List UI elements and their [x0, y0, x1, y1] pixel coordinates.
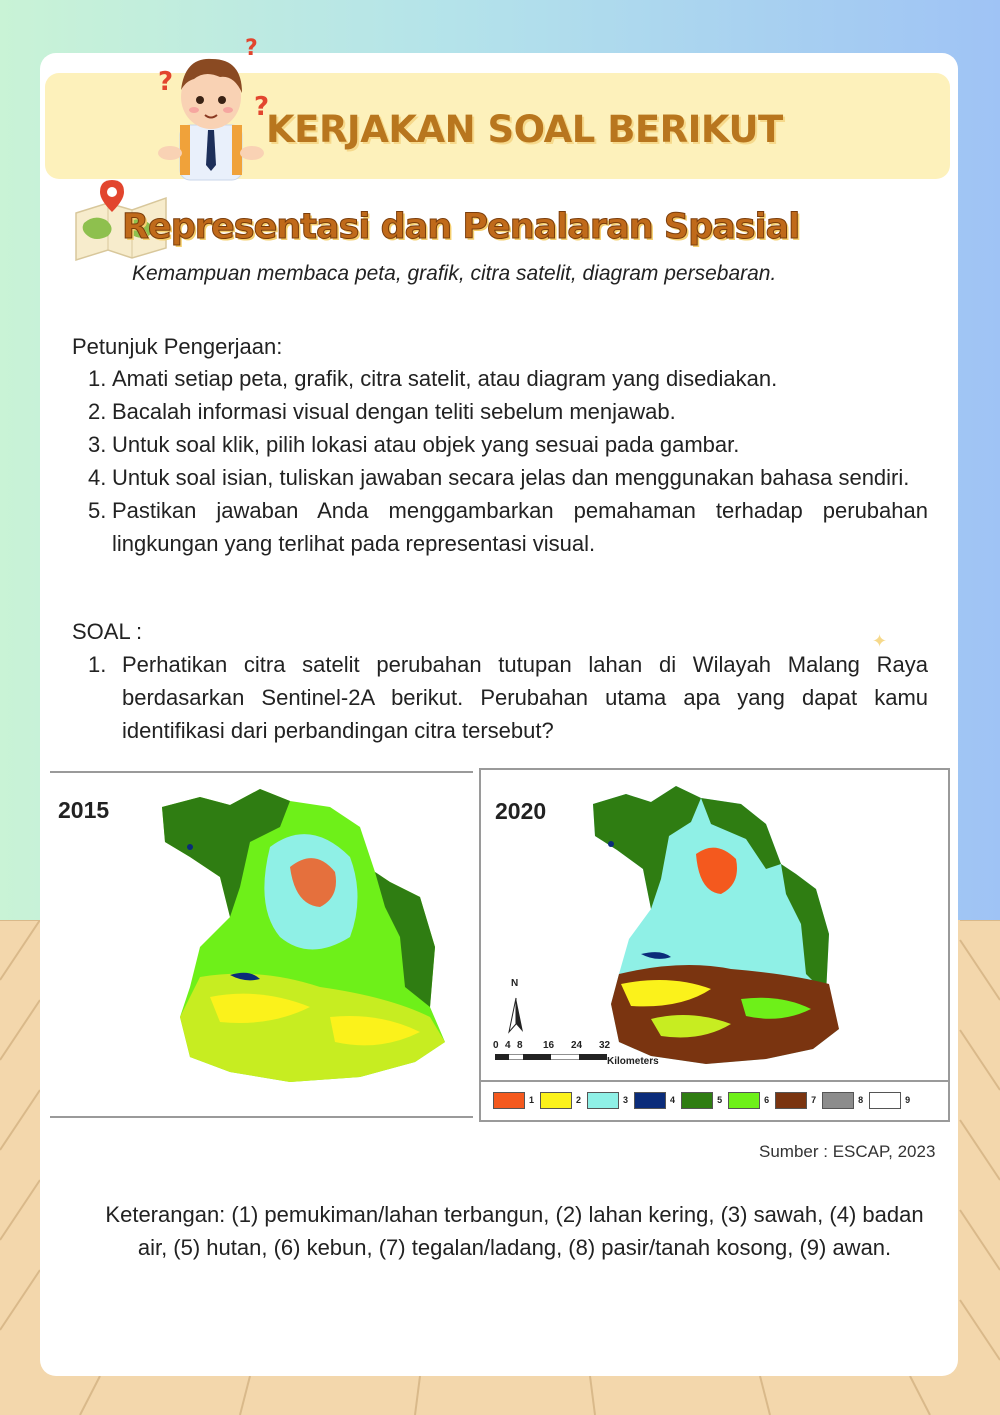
map-year-label: 2020 [495, 798, 547, 824]
land-cover-map-2015 [160, 787, 450, 1087]
list-item: 2. Bacalah informasi visual dengan teliti sebelum menjawab. [88, 399, 676, 424]
list-item: 3. Untuk soal klik, pilih lokasi atau objek yang sesuai pada gambar. [88, 432, 740, 457]
list-item: 1. Amati setiap peta, grafik, citra satelit, atau diagram yang disediakan. [88, 366, 778, 391]
map-year-label: 2015 [58, 797, 110, 823]
legend-item: 5 [681, 1092, 722, 1109]
scale-bar [491, 978, 691, 1072]
question-list [88, 648, 928, 747]
scale-tick: 24 [571, 1040, 583, 1051]
map-legend [481, 1080, 948, 1118]
legend-item: 8 [822, 1092, 863, 1109]
question-heading: SOAL : [72, 619, 143, 644]
scale-tick: 4 [505, 1040, 511, 1051]
legend-swatch [493, 1092, 525, 1109]
legend-description: Keterangan: (1) pemukiman/lahan terbangun, (2) lahan kering, (3) sawah, (4) badan air, (5) hutan, (6) kebun, (7) tegalan/ladang, (8) pasir/tanah kosong, (9) awan. [105, 1202, 924, 1260]
page-title: KERJAKAN SOAL BERIKUT [266, 108, 783, 151]
legend-swatch [775, 1092, 807, 1109]
legend-item: 7 [775, 1092, 816, 1109]
sparkle-icon: ✦ [872, 631, 888, 651]
legend-item: 6 [728, 1092, 769, 1109]
scale-tick: 0 [493, 1040, 499, 1051]
instructions-list [88, 362, 928, 560]
section-description: Kemampuan membaca peta, grafik, citra satelit, diagram persebaran. [132, 262, 777, 285]
legend-swatch [634, 1092, 666, 1109]
section-title: Representasi dan Penalaran Spasial [122, 207, 800, 247]
legend-item: 2 [540, 1092, 581, 1109]
legend-swatch [869, 1092, 901, 1109]
legend-item: 3 [587, 1092, 628, 1109]
question-item: 1. Perhatikan citra satelit perubahan tutupan lahan di Wilayah Malang Raya berdasarkan Sentinel-2A berikut. Perubahan utama apa yang dapat kamu identifikasi dari perbandingan citra tersebut? [88, 652, 928, 743]
scale-tick: 32 [599, 1040, 611, 1051]
legend-item: 4 [634, 1092, 675, 1109]
legend-swatch [681, 1092, 713, 1109]
legend-swatch [540, 1092, 572, 1109]
scale-tick: 16 [543, 1040, 555, 1051]
satellite-map-2015 [50, 771, 473, 1118]
list-item: 4. Untuk soal isian, tuliskan jawaban secara jelas dan menggunakan bahasa sendiri. [88, 465, 910, 490]
figure-source: Sumber : ESCAP, 2023 [759, 1142, 936, 1161]
legend-item: 1 [493, 1092, 534, 1109]
north-arrow-icon [507, 992, 525, 1034]
legend-swatch [587, 1092, 619, 1109]
instructions-heading: Petunjuk Pengerjaan: [72, 334, 283, 359]
svg-text:?: ? [254, 92, 270, 122]
scale-tick: 8 [517, 1040, 523, 1051]
svg-text:?: ? [158, 67, 174, 97]
list-item: 5. Pastikan jawaban Anda menggambarkan pemahaman terhadap perubahan lingkungan yang terlihat pada representasi visual. [88, 498, 928, 556]
svg-text:?: ? [245, 36, 258, 61]
legend-swatch [728, 1092, 760, 1109]
thinking-kid-illustration [150, 35, 275, 190]
satellite-map-2020 [479, 768, 950, 1122]
north-label: N [511, 978, 519, 989]
legend-swatch [822, 1092, 854, 1109]
scale-bar-graphic [495, 1054, 607, 1060]
scale-unit: Kilometers [607, 1056, 659, 1067]
legend-item: 9 [869, 1092, 910, 1109]
